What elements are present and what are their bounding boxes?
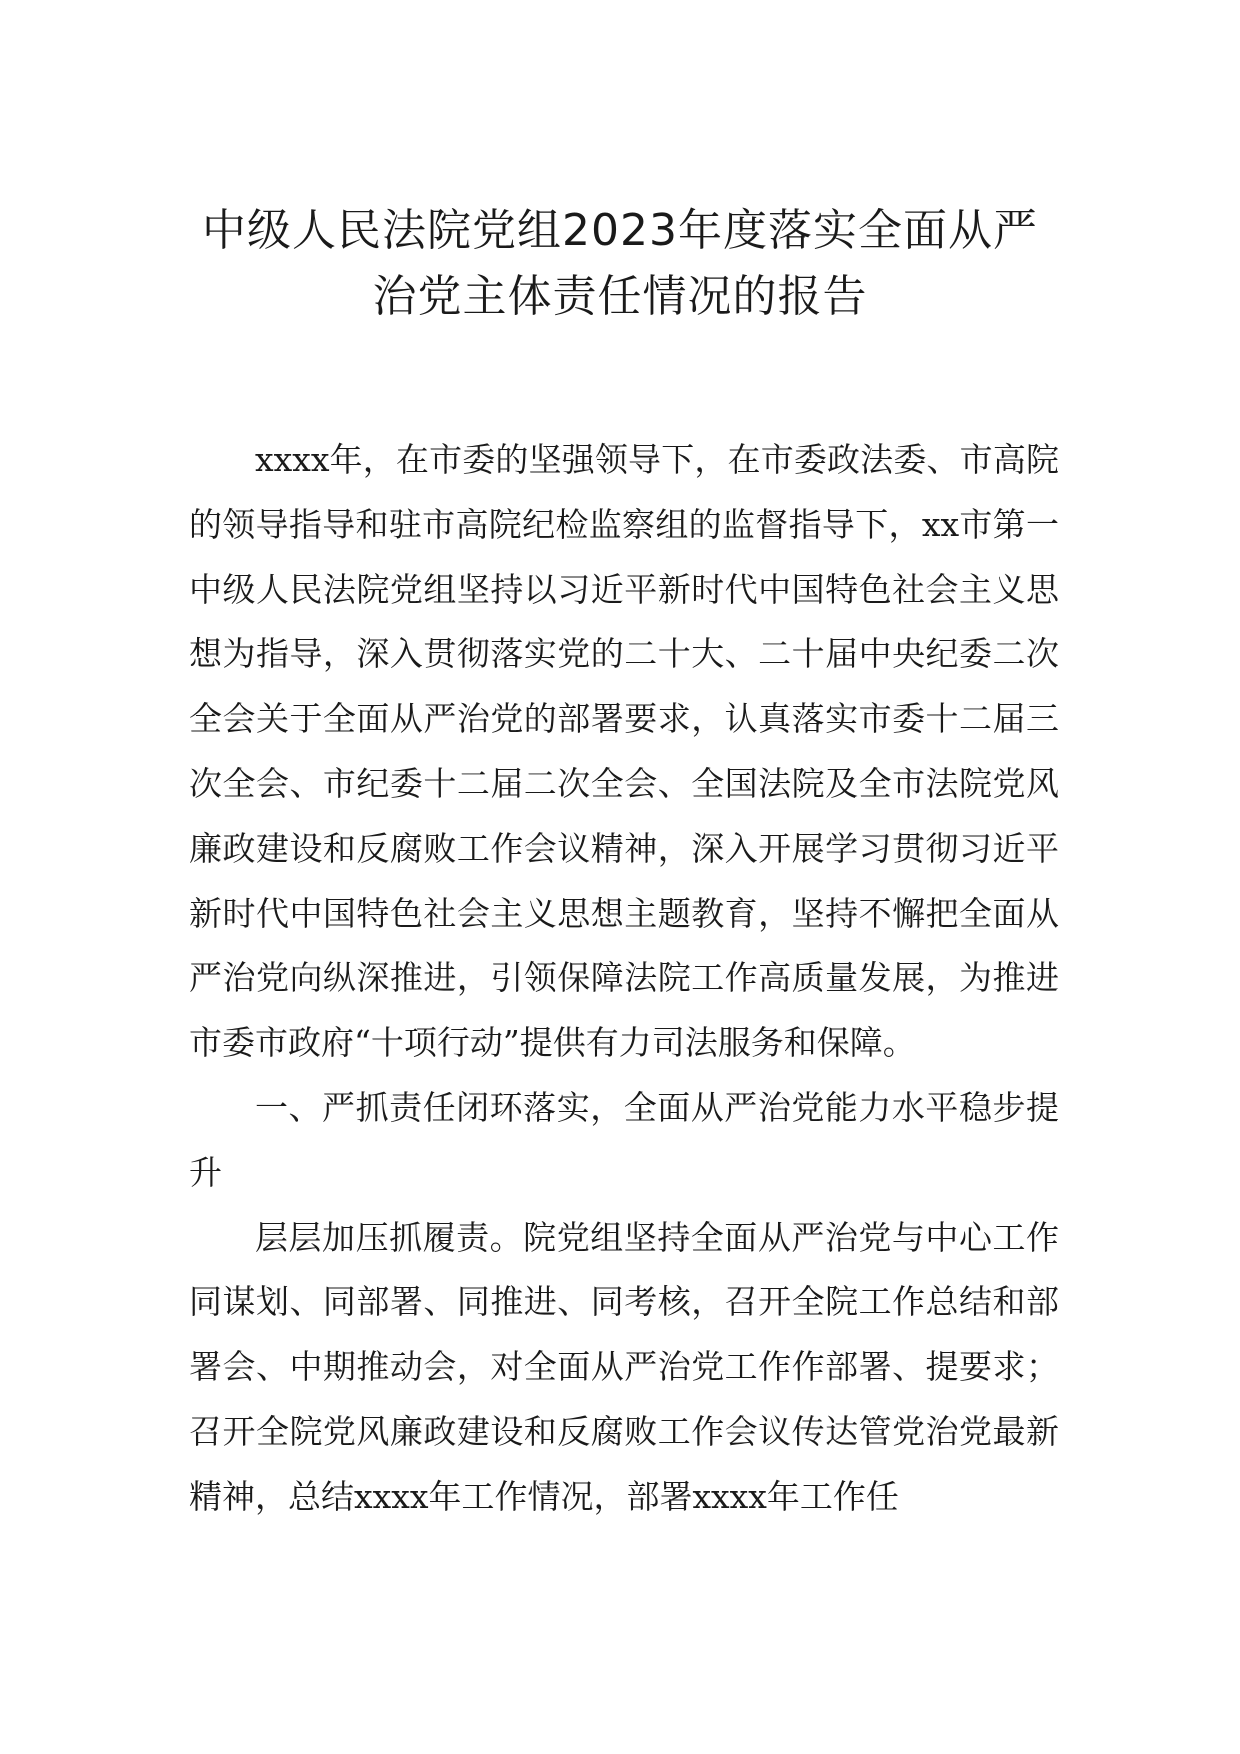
- intro-paragraph: xxxx年，在市委的坚强领导下，在市委政法委、市高院的领导指导和驻市高院纪检监察组的监督指导下，xx市第一中级人民法院党组坚持以习近平新时代中国特色社会主义思想为指导，深入贯彻落实党的二十大、二十届中央纪委二次全会关于全面从严治党的部署要求，认真落实市委十二届三次全会、市纪委十二届二次全会、全国法院及全市法院党风廉政建设和反腐败工作会议精神，深入开展学习贯彻习近平新时代中国特色社会主义思想主题教育，坚持不懈把全面从严治党向纵深推进，引领保障法院工作高质量发展，为推进市委市政府“十项行动”提供有力司法服务和保障。: [189, 440, 1059, 1063]
- section-heading-1: 一、严抓责任闭环落实，全面从严治党能力水平稳步提升: [189, 1087, 1059, 1192]
- document-title: [150, 198, 1090, 330]
- section-1-paragraph: 层层加压抓履责。院党组坚持全面从严治党与中心工作同谋划、同部署、同推进、同考核，召开全院工作总结和部署会、中期推动会，对全面从严治党工作作部署、提要求；召开全院党风廉政建设和反腐败工作会议传达管党治党最新精神，总结xxxx年工作情况，部署xxxx年工作任: [189, 1217, 1059, 1516]
- document-body: [189, 428, 1059, 1530]
- title-line-1: 中级人民法院党组2023年度落实全面从严: [202, 205, 1038, 256]
- title-line-2: 治党主体责任情况的报告: [372, 271, 868, 322]
